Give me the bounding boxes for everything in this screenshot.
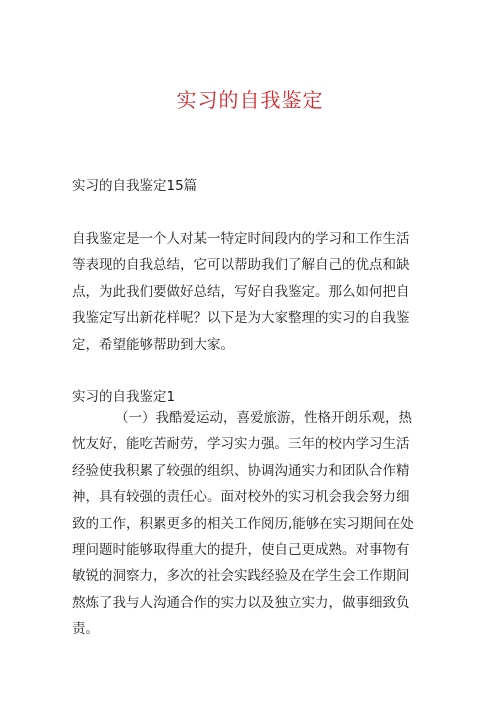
section-line: 经验使我积累了较强的组织、协调沟通实力和团队合作精 [72, 462, 410, 479]
document-title: 实习的自我鉴定 [176, 88, 324, 112]
section-line-text: （一）我酷爱运动，喜爱旅游，性格开朗乐观，热 [115, 410, 412, 426]
section-line: 致的工作，积累更多的相关工作阅历,能够在实习期间在处 [72, 515, 414, 532]
intro-line: 我鉴定写出新花样呢？以下是为大家整理的实习的自我鉴 [72, 310, 410, 327]
section-line: 神，具有较强的责任心。面对校外的实习机会我会努力细 [72, 489, 410, 506]
section-line: 理问题时能够取得重大的提升，使自己更成熟。对事物有 [72, 542, 410, 559]
section-line: 责。 [72, 621, 99, 638]
document-subtitle: 实习的自我鉴定15篇 [72, 178, 198, 194]
section-line: 熬炼了我与人沟通合作的实力以及独立实力，做事细致负 [72, 594, 410, 611]
intro-paragraph [72, 226, 434, 358]
section-heading: 实习的自我鉴定1 [72, 389, 176, 405]
section-line: 忱友好，能吃苦耐劳，学习实力强。三年的校内学习生活 [72, 436, 410, 453]
intro-line: 自我鉴定是一个人对某一特定时间段内的学习和工作生活 [72, 231, 410, 247]
intro-line: 等表现的自我总结，它可以帮助我们了解自己的优点和缺 [72, 257, 410, 274]
section-line-first [72, 405, 434, 431]
intro-line: 定，希望能够帮助到大家。 [72, 336, 234, 353]
section-paragraph [72, 405, 434, 643]
section-line: 敏锐的洞察力，多次的社会实践经验及在学生会工作期间 [72, 568, 410, 585]
intro-line: 点，为此我们要做好总结，写好自我鉴定。那么如何把自 [72, 283, 410, 300]
